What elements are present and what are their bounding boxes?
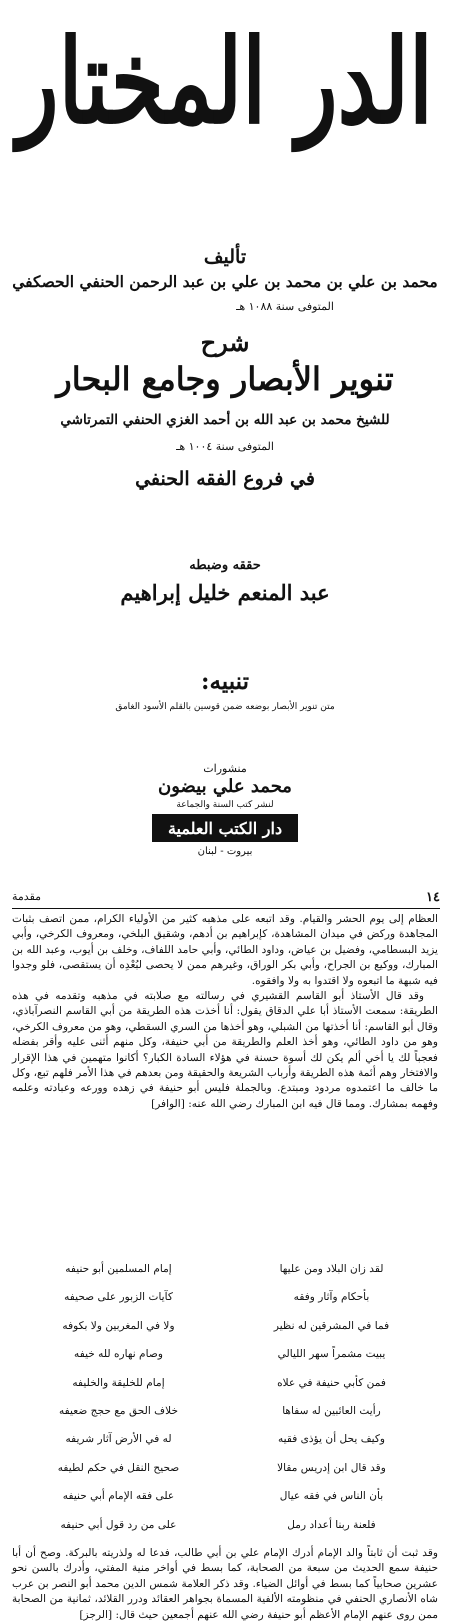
poem-verse <box>12 1369 438 1397</box>
verse-second-hemistich: ولا في المغربين ولا بكوفه <box>62 1319 175 1332</box>
paragraph-2: وقد قال الأستاذ أبو القاسم القشيري في رسالته مع صلابته في مذهبه وتقدمه في هذه الطريقة: سمعت الأستاذ أبا علي الدقاق يقول: أنا أخذت هذه الطريقة من أبي القاسم النصرآباذي، وقال أبو القاسم: أنا أخذتها من الشبلي، وهو أخذها من السري السقطي، وهو من معروف الكرخي، وهو من داود الطائي، وهو أخذ العلم والطريقة من أبي حنيفة، وكل منهم أثنى عليه وأقر بفضله فعجباً لك يا أخي ألم يكن لك أسوة حسنة في هؤلاء السادة الكبار؟ أكانوا متهمين في هذا الإقرار والافتخار وهم أئمة هذه الطريقة وأرباب الشريعة والحقيقة ومن بعدهم في هذا الأمر فلهم تبع، وكل ما خالف ما اعتمدوه مردود ومبتدع. وبالجملة فليس أبو حنيفة في زهده وورعه وعبادته وعلمه وفهمه بمشارك. ومما قال فيه ابن المبارك رضي الله عنه: [الوافر] <box>12 990 438 1110</box>
verse-first-hemistich: بأحكام وآثار وفقه <box>293 1291 370 1304</box>
publisher-label: منشورات <box>203 762 247 775</box>
page-number: ١٤ <box>426 890 440 905</box>
poem-verse <box>12 1425 438 1453</box>
book-title: تنوير الأبصار وجامع البحار <box>56 360 394 398</box>
poem-verse <box>12 1283 438 1311</box>
publisher-subtitle: لنشر كتب السنة والجماعة <box>176 800 274 810</box>
verse-first-hemistich: وقد قال ابن إدريس مقالا <box>277 1461 386 1474</box>
author-name: محمد بن علي بن محمد بن علي بن عبد الرحمن الحنفي الحصكفي <box>12 272 438 291</box>
publisher-logo <box>150 812 300 844</box>
publisher-city: بيروت - لبنان <box>197 846 253 857</box>
verse-first-hemistich: رأيت العائبين له سفاها <box>282 1404 381 1417</box>
poem <box>12 1255 438 1539</box>
author-death-date: المتوفى سنة ١٠٨٨ هـ <box>236 300 334 313</box>
verse-first-hemistich: فما في المشرقين له نظير <box>273 1319 390 1332</box>
sharh-label: شرح <box>200 328 250 357</box>
verse-second-hemistich: له في الأرض آثار شريفه <box>65 1433 172 1446</box>
publisher-logo-text: دار الكتب العلمية <box>167 819 283 838</box>
poem-verse <box>12 1340 438 1368</box>
note-label: تنبيه: <box>200 668 250 695</box>
verse-first-hemistich: لقد زان البلاد ومن عليها <box>279 1263 384 1275</box>
book-author: للشيخ محمد بن عبد الله بن أحمد الغزي الحنفي التمرتاشي <box>60 412 390 428</box>
section-name: مقدمة <box>12 890 42 903</box>
verse-second-hemistich: صحيح النقل في حكم لطيفه <box>57 1461 180 1474</box>
verse-second-hemistich: على من رد قول أبي حنيفه <box>60 1518 177 1531</box>
poem-verse <box>12 1454 438 1482</box>
verse-second-hemistich: إمام المسلمين أبو حنيفه <box>65 1263 172 1275</box>
poem-verse <box>12 1255 438 1283</box>
verse-second-hemistich: خلاف الحق مع حجج ضعيفه <box>58 1404 179 1417</box>
header-rule <box>12 908 440 909</box>
verse-second-hemistich: وصام نهاره لله خيفه <box>74 1348 163 1361</box>
body-text <box>12 912 438 1112</box>
main-title: الدر المختار <box>17 13 433 151</box>
verse-second-hemistich: إمام للخليقة والخليفه <box>72 1376 165 1389</box>
edited-label: حققه وضبطه <box>189 558 261 573</box>
book-author-death-date: المتوفى سنة ١٠٠٤ هـ <box>176 440 274 453</box>
note-text: متن تنوير الأبصار بوضعه ضمن قوسين بالقلم الأسود الغامق <box>115 702 335 712</box>
subject-line: في فروع الفقه الحنفي <box>135 468 315 490</box>
verse-first-hemistich: فلعنة ربنا أعداد رمل <box>287 1518 376 1531</box>
poem-verse <box>12 1482 438 1510</box>
publisher-name: محمد علي بيضون <box>158 776 292 797</box>
editor-name: عبد المنعم خليل إبراهيم <box>120 580 330 605</box>
paragraph-1: العظام إلى يوم الحشر والقيام. وقد اتبعه على مذهبه كثير من الأولياء الكرام، ممن اتصف بثبات المجاهدة وركض في ميدان المشاهدة، كإبراهيم بن أدهم، وشقيق البلخي، ومعروف الكرخي، وأبي يزيد البسطامي، وفضيل بن عياض، وداود الطائي، وأبي حامد اللفاف، وخلف بن أيوب، وعبد الله بن المبارك، ووكيع بن الجراح، وأبي بكر الوراق، وغيرهم ممن لا يحصى لبُعْدِه أن يستقصى، فلو وجدوا فيه شبهة ما اتبعوه ولا اقتدوا به ولا وافقوه. <box>12 913 438 987</box>
verse-first-hemistich: بأن الناس في فقه عيال <box>279 1490 384 1503</box>
author-label: تأليف <box>203 246 247 268</box>
verse-second-hemistich: كآيات الزبور على صحيفه <box>64 1291 173 1304</box>
closing-paragraph: وقد ثبت أن ثابتاً والد الإمام أدرك الإمام علي بن أبي طالب، فدعا له ولذريته بالبركة. وصح أن أبا حنيفة سمع الحديث من سبعة من الصحابة، كما بسط في أواخر منية المفتي، وأدرك بالسن نحو عشرين صحابياً كما بسط في أوائل الضياء. وقد ذكر العلامة شمس الدين محمد أبو النصر بن عرب شاه الأنصاري الحنفي في منظومته الألفية المسماة بجواهر العقائد ودرر القلائد، ثمانية من الصحابة ممن روى عنهم الإمام الأعظم أبو حنيفة رضي الله عنهم أجمعين حيث قال: [الرجز] <box>12 1547 438 1621</box>
verse-second-hemistich: على فقه الإمام أبي حنيفه <box>62 1490 175 1503</box>
poem-verse <box>12 1397 438 1425</box>
verse-first-hemistich: يبيت مشمراً سهر الليالي <box>277 1348 386 1361</box>
verse-first-hemistich: فمن كأبي حنيفة في علاه <box>277 1376 386 1389</box>
poem-verse <box>12 1312 438 1340</box>
verse-first-hemistich: وكيف يحل أن يؤذى فقيه <box>277 1433 386 1446</box>
page-header <box>12 890 440 910</box>
poem-verse <box>12 1511 438 1539</box>
